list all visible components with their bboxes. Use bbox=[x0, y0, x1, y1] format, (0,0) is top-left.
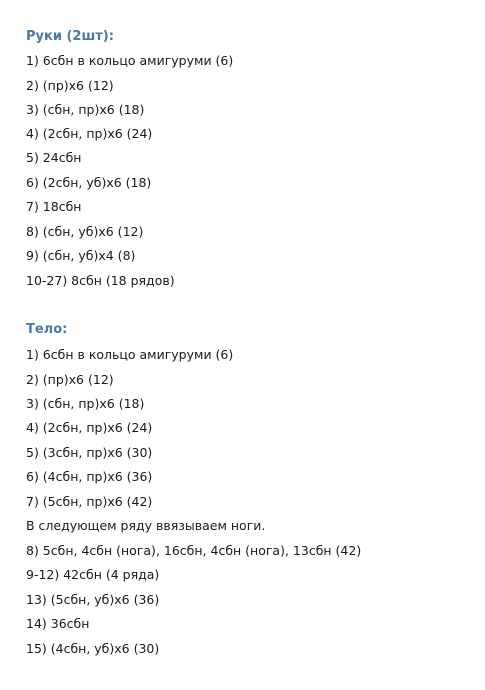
body-row: 15) (4сбн, уб)х6 (30) bbox=[26, 641, 160, 656]
arms-row: 2) (пр)х6 (12) bbox=[26, 78, 114, 93]
body-row: 14) 36сбн bbox=[26, 616, 90, 631]
arms-row: 6) (2сбн, уб)х6 (18) bbox=[26, 175, 152, 190]
body-row: 6) (4сбн, пр)х6 (36) bbox=[26, 469, 153, 484]
arms-row: 7) 18сбн bbox=[26, 199, 82, 214]
body-row: 7) (5сбн, пр)х6 (42) bbox=[26, 494, 153, 509]
arms-row: 1) 6сбн в кольцо амигуруми (6) bbox=[26, 53, 234, 68]
body-row: 4) (2сбн, пр)х6 (24) bbox=[26, 420, 153, 435]
arms-row: 8) (сбн, уб)х6 (12) bbox=[26, 224, 144, 239]
body-row: 8) 5сбн, 4сбн (нога), 16сбн, 4сбн (нога), 13сбн (42) bbox=[26, 543, 362, 558]
body-row: 9-12) 42сбн (4 ряда) bbox=[26, 567, 160, 582]
arms-row: 9) (сбн, уб)х4 (8) bbox=[26, 248, 136, 263]
body-row: 5) (3сбн, пр)х6 (30) bbox=[26, 445, 153, 460]
arms-row: 3) (сбн, пр)х6 (18) bbox=[26, 102, 145, 117]
arms-row: 5) 24сбн bbox=[26, 150, 82, 165]
arms-row: 10-27) 8сбн (18 рядов) bbox=[26, 273, 175, 288]
body-note: В следующем ряду ввязываем ноги. bbox=[26, 518, 266, 533]
body-row: 2) (пр)х6 (12) bbox=[26, 372, 114, 387]
body-row: 3) (сбн, пр)х6 (18) bbox=[26, 396, 145, 411]
body-heading: Тело: bbox=[26, 322, 68, 337]
body-row: 13) (5сбн, уб)х6 (36) bbox=[26, 592, 160, 607]
arms-heading: Руки (2шт): bbox=[26, 29, 114, 44]
body-row: 1) 6сбн в кольцо амигуруми (6) bbox=[26, 347, 234, 362]
arms-row: 4) (2сбн, пр)х6 (24) bbox=[26, 126, 153, 141]
